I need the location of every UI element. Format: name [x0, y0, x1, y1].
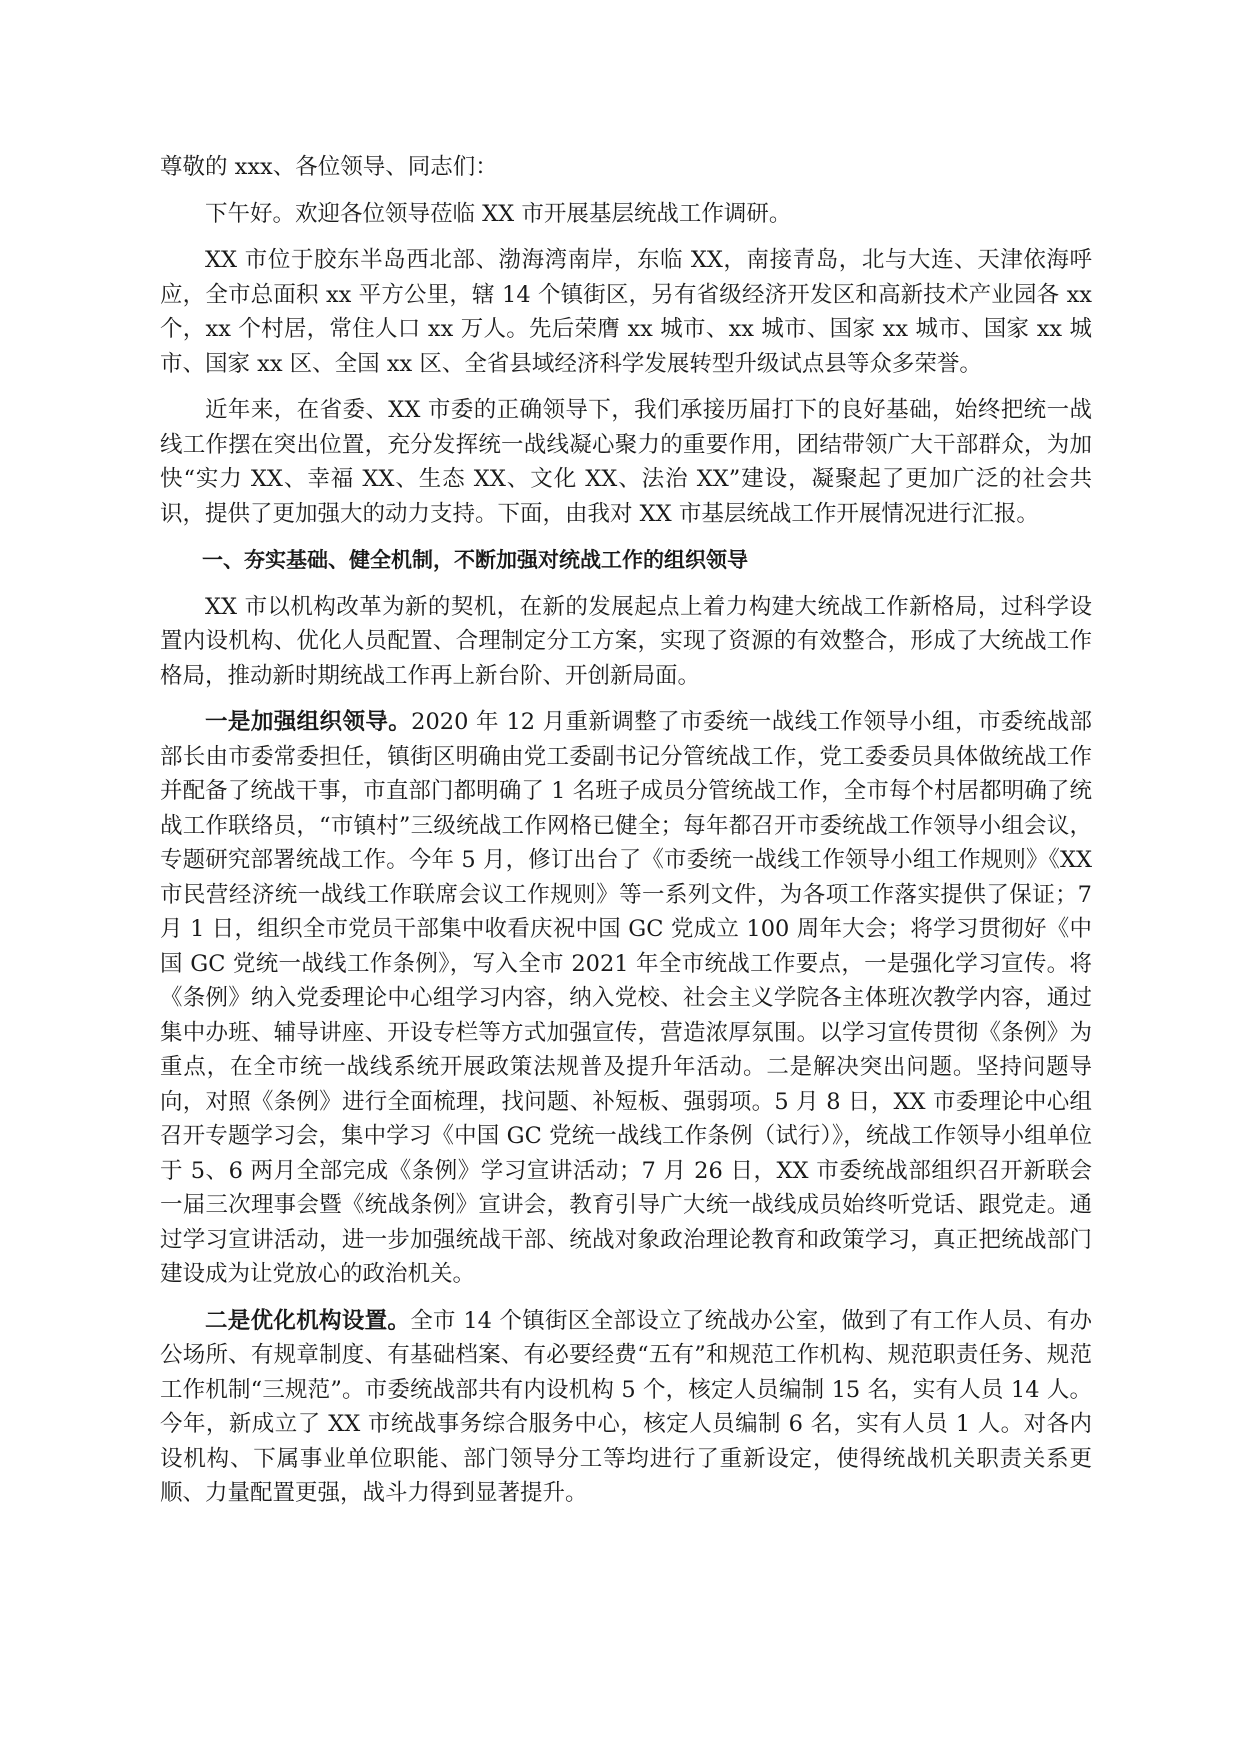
point-paragraph-organization-leadership — [160, 705, 1092, 1292]
greeting-paragraph: 下午好。欢迎各位领导莅临 XX 市开展基层统战工作调研。 — [205, 200, 792, 227]
intro-paragraph-recent-years: 近年来，在省委、XX 市委的正确领导下，我们承接历届打下的良好基础，始终把统一战线工作摆在突出位置，充分发挥统一战线凝心聚力的重要作用，团结带领广大干部群众，为加快“实力 XX、幸福 XX、生态 XX、文化 XX、法治 XX”建设，凝聚起了更加广泛的社会共识，提供了更加强大的动力支持。下面，由我对 XX 市基层统战工作开展情况进行汇报。 — [160, 397, 1092, 527]
point-body: 2020 年 12 月重新调整了市委统一战线工作领导小组，市委统战部部长由市委常委担任，镇街区明确由党工委副书记分管统战工作，党工委委员具体做统战工作并配备了统战干事，市直部门都明确了 1 名班子成员分管统战工作，全市每个村居都明确了统战工作联络员，“市镇村”三级统战工作网格已健全；每年都召开市委统战工作领导小组会议，专题研究部署统战工作。今年 5 月，修订出台了《市委统一战线工作领导小组工作规则》《XX 市民营经济统一战线工作联席会议工作规则》等一系列文件，为各项工作落实提供了保证；7 月 1 日，组织全市党员干部集中收看庆祝中国 GC 党成立 100 周年大会；将学习贯彻好《中国 GC 党统一战线工作条例》，写入全市 2021 年全市统战工作要点，一是强化学习宣传。将《条例》纳入党委理论中心组学习内容，纳入党校、社会主义学院各主体班次教学内容，通过集中办班、辅导讲座、开设专栏等方式加强宣传，营造浓厚氛围。以学习宣传贯彻《条例》为重点，在全市统一战线系统开展政策法规普及提升年活动。二是解决突出问题。坚持问题导向，对照《条例》进行全面梳理，找问题、补短板、强弱项。5 月 8 日，XX 市委理论中心组召开专题学习会，集中学习《中国 GC 党统一战线工作条例（试行）》，统战工作领导小组单位于 5、6 两月全部完成《条例》学习宣讲活动；7 月 26 日，XX 市委统战部组织召开新联会一届三次理事会暨《统战条例》宣讲会，教育引导广大统一战线成员始终听党话、跟党走。通过学习宣讲活动，进一步加强统战干部、统战对象政治理论教育和政策学习，真正把统战部门建设成为让党放心的政治机关。 — [160, 709, 1092, 1287]
point-body: 全市 14 个镇街区全部设立了统战办公室，做到了有工作人员、有办公场所、有规章制度、有基础档案、有必要经费“五有”和规范工作机构、规范职责任务、规范工作机制“三规范”。市委统战部共有内设机构 5 个，核定人员编制 15 名，实有人员 14 人。今年，新成立了 XX 市统战事务综合服务中心，核定人员编制 6 名，实有人员 1 人。对各内设机构、下属事业单位职能、部门领导分工等均进行了重新设定，使得统战机关职责关系更顺、力量配置更强，战斗力得到显著提升。 — [160, 1307, 1092, 1506]
section-heading: 一、夯实基础、健全机制，不断加强对统战工作的组织领导 — [202, 548, 748, 572]
point-lead: 二是优化机构设置。 — [205, 1307, 411, 1334]
section-intro-paragraph: XX 市以机构改革为新的契机，在新的发展起点上着力构建大统战工作新格局，过科学设置内设机构、优化人员配置、合理制定分工方案，实现了资源的有效整合，形成了大统战工作格局，推动新时期统战工作再上新台阶、开创新局面。 — [160, 593, 1092, 689]
intro-paragraph-city-overview: XX 市位于胶东半岛西北部、渤海湾南岸，东临 XX，南接青岛，北与大连、天津依海呼应，全市总面积 xx 平方公里，辖 14 个镇街区，另有省级经济开发区和高新技术产业园各 xx 个，xx 个村居，常住人口 xx 万人。先后荣膺 xx 城市、xx 城市、国家 xx 城市、国家 xx 城市、国家 xx 区、全国 xx 区、全省县域经济科学发展转型升级试点县等众多荣誉。 — [160, 247, 1092, 377]
salutation: 尊敬的 xxx、各位领导、同志们： — [160, 154, 498, 180]
point-lead: 一是加强组织领导。 — [205, 709, 412, 735]
document-page — [160, 150, 1092, 1523]
point-paragraph-institution-setup — [160, 1304, 1092, 1511]
